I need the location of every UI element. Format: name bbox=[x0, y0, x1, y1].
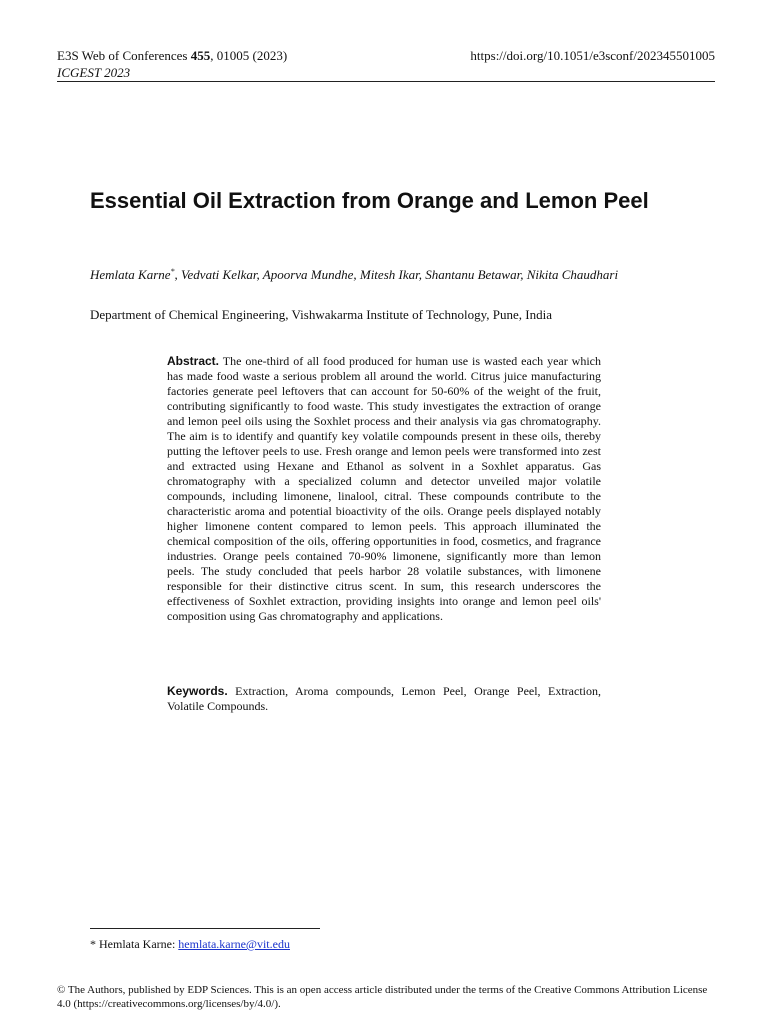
footnote bbox=[90, 936, 290, 952]
email-link[interactable]: hemlata.karne@vit.edu bbox=[178, 937, 290, 951]
author-list bbox=[90, 266, 680, 283]
paper-title: Essential Oil Extraction from Orange and Lemon Peel bbox=[90, 188, 649, 213]
keywords-text: Extraction, Aroma compounds, Lemon Peel, Orange Peel, Extraction, Volatile Compounds. bbox=[167, 684, 601, 713]
corresponding-mark: * bbox=[170, 267, 175, 276]
abstract bbox=[167, 354, 601, 624]
journal-name: E3S Web of Conferences bbox=[57, 48, 188, 63]
corresponding-author: Hemlata Karne bbox=[90, 267, 171, 282]
footnote-author: * Hemlata Karne: bbox=[90, 937, 179, 951]
license-notice: © The Authors, published by EDP Sciences. This is an open access article distributed under the terms of the Creative Commons Attribution License 4.0 (https://creativecommons.org/licenses/by/4.0/). bbox=[57, 984, 708, 1010]
footnote-divider bbox=[90, 928, 320, 929]
abstract-text: The one-third of all food produced for human use is wasted each year which has made food waste a serious problem all around the world. Citrus juice manufacturing factories generate peel leftovers that can account for 50-60% of the weight of the fruit, contributing significantly to food waste. This study investigates the extraction of orange and lemon peel oils using the Soxhlet process and their analysis via gas chromatography. The aim is to identify and quantify key volatile compounds present in these oils, thereby putting the leftover peels to use. Fresh orange and lemon peels were transformed into zest and extracted using Hexane and Ethanol as solvent in a Soxhlet apparatus. Gas chromatography with a specialized column and detector unveiled major volatile compounds, including limonene, linalool, citral. These compounds contribute to the characteristic aroma and potential bioactivity of the oils. Orange peels displayed notably higher limonene content compared to lemon peels. This approach illuminated the chemical composition of the oils, offering opportunities in food, cosmetics, and fragrance industries. Orange peels contained 70-90% limonene, significantly more than lemon peels. The study concluded that peels harbor 28 volatile substances, with limonene responsible for their distinctive citrus scent. In sum, this research underscores the effectiveness of Soxhlet extraction, providing insights into orange and lemon peel oils' composition using Gas chromatography and applications. bbox=[167, 354, 601, 623]
article-number: , 01005 (2023) bbox=[210, 48, 288, 63]
journal-volume: 455 bbox=[190, 48, 211, 63]
abstract-label: Abstract. bbox=[167, 354, 220, 368]
conference-name: ICGEST 2023 bbox=[57, 65, 131, 80]
journal-citation bbox=[57, 47, 287, 64]
coauthors: , Vedvati Kelkar, Apoorva Mundhe, Mitesh Ikar, Shantanu Betawar, Nikita Chaudhari bbox=[174, 267, 619, 282]
affiliation: Department of Chemical Engineering, Vishwakarma Institute of Technology, Pune, India bbox=[90, 307, 552, 322]
doi-link[interactable]: https://doi.org/10.1051/e3sconf/202345501005 bbox=[470, 48, 715, 63]
header-divider bbox=[57, 81, 715, 82]
keywords bbox=[167, 684, 601, 714]
running-header bbox=[57, 47, 287, 81]
keywords-label: Keywords. bbox=[167, 684, 228, 698]
